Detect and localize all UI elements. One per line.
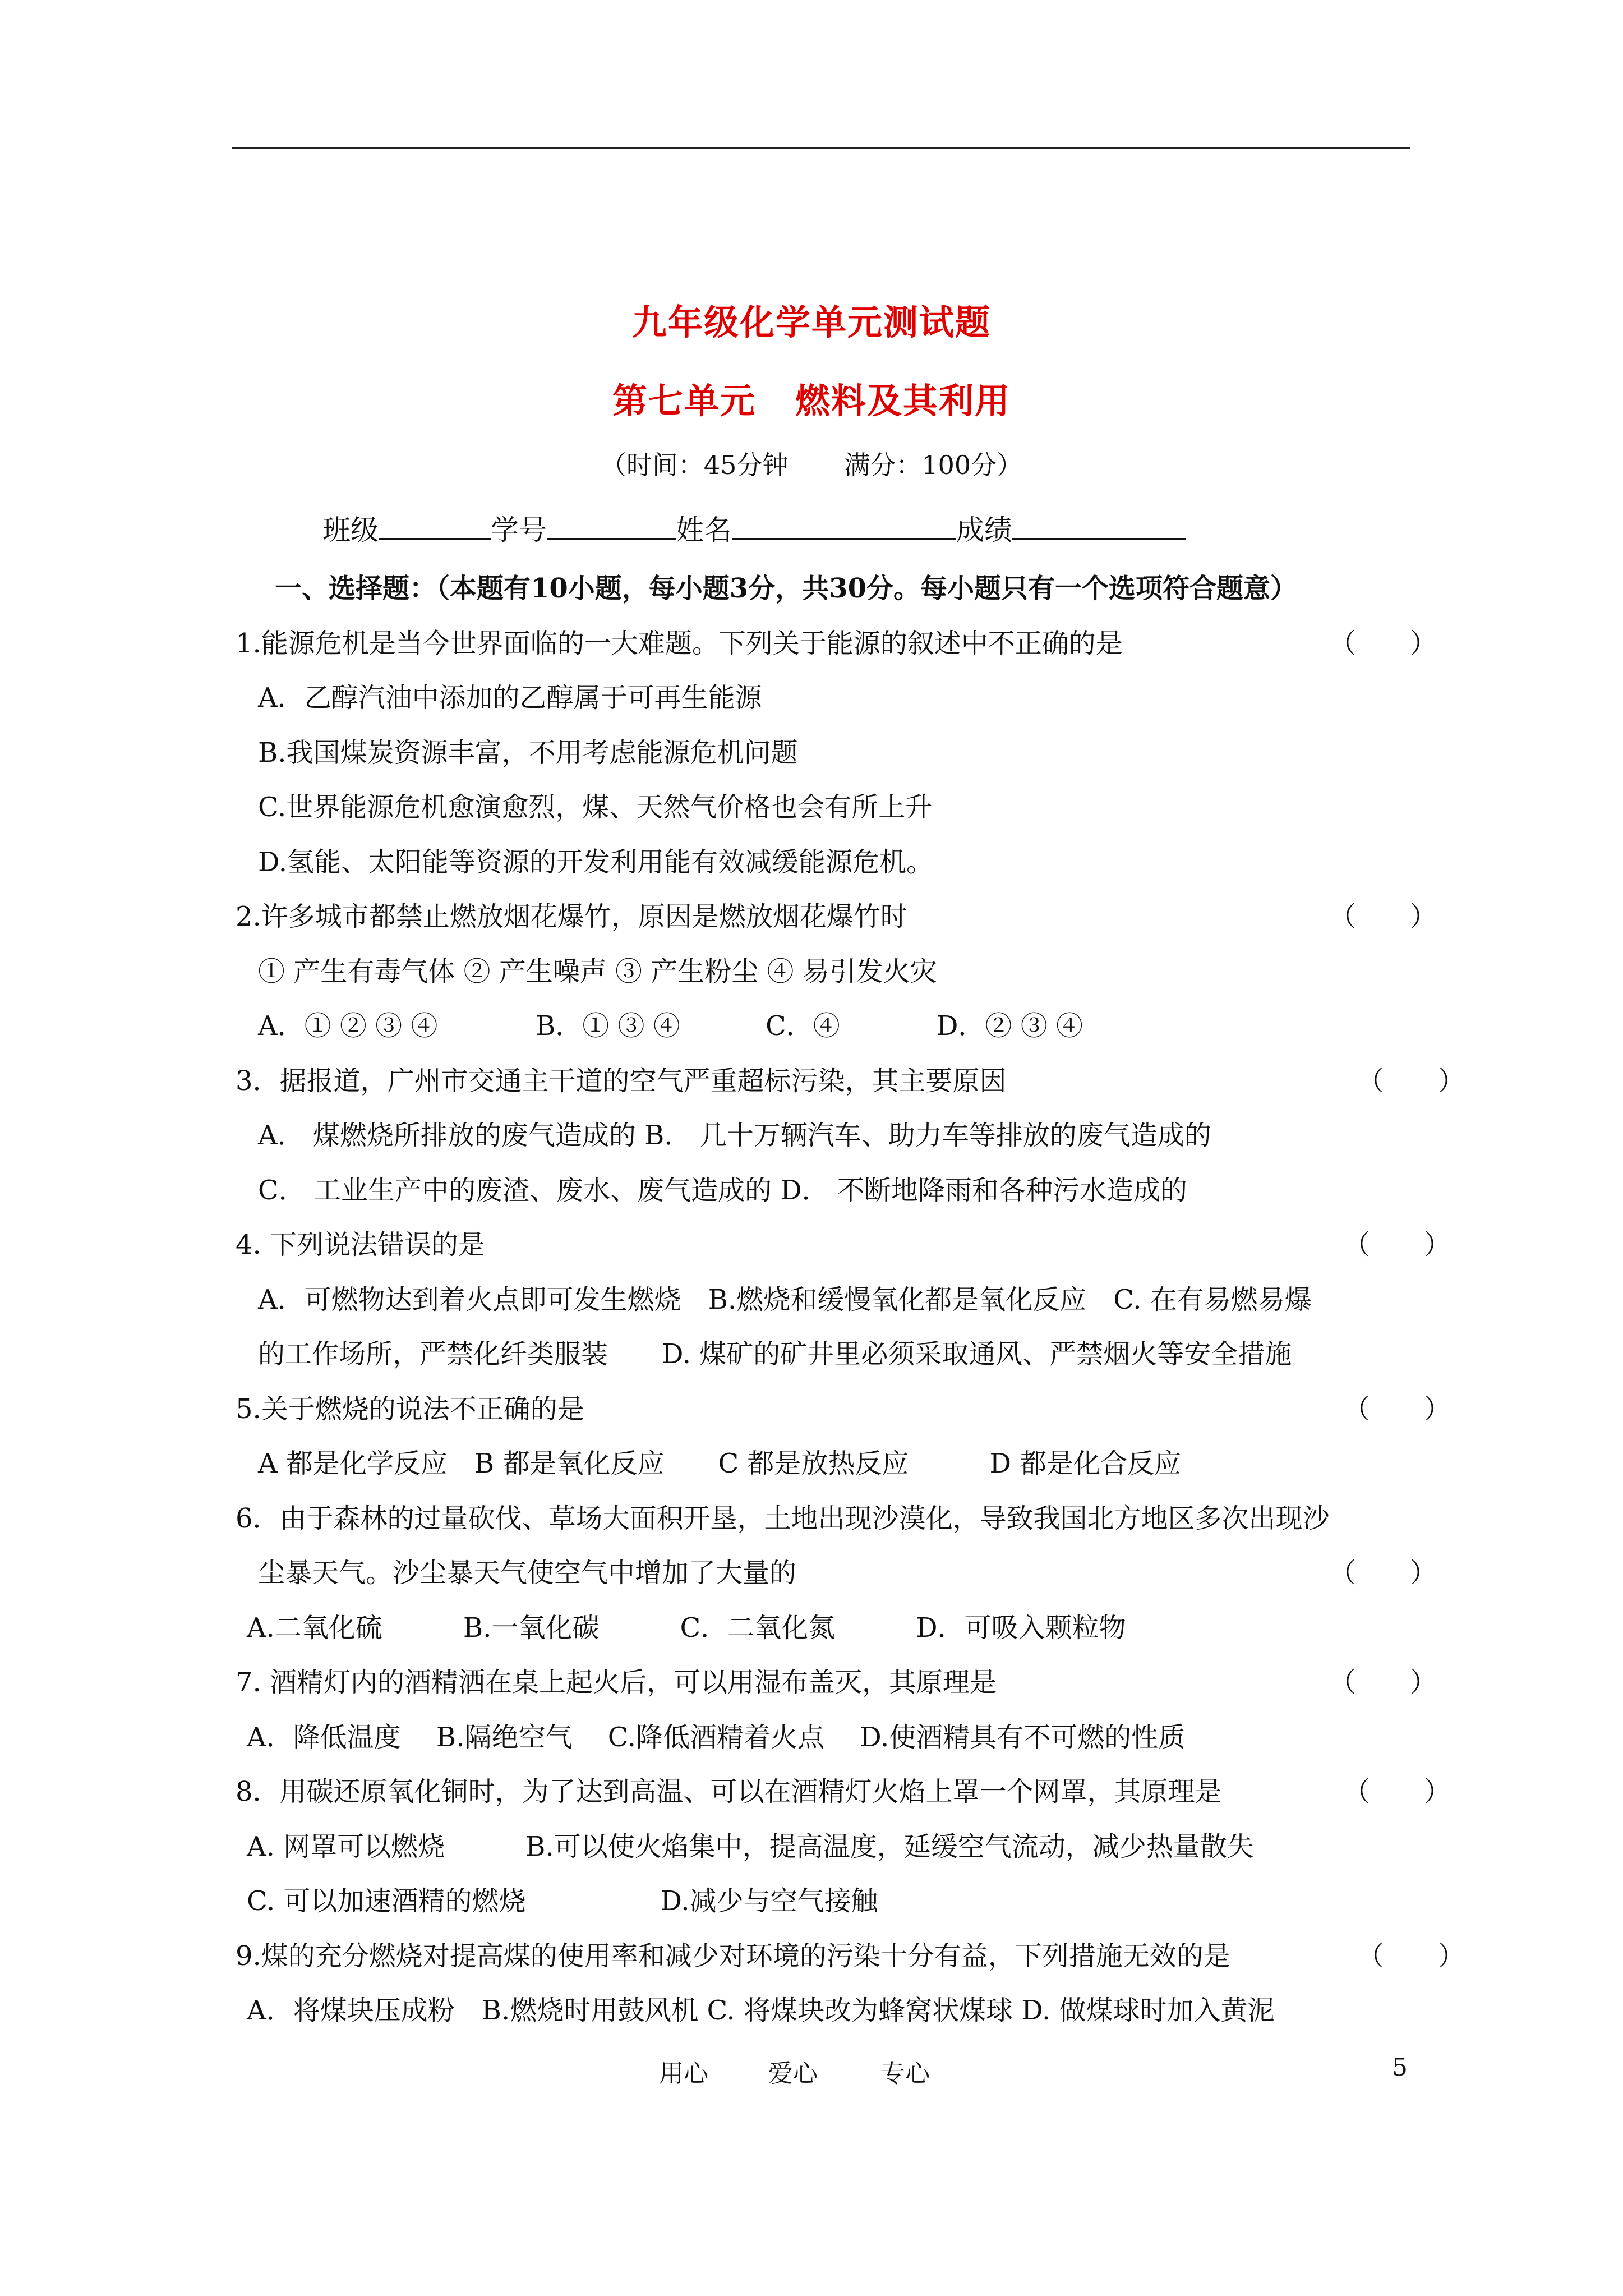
question-1-option-b: B.我国煤炭资源丰富，不用考虑能源危机问题 (258, 737, 798, 769)
question-6-options: A.二氧化硫 B.一氧化碳 C．二氧化氮 D．可吸入颗粒物 (247, 1612, 1126, 1644)
question-5-options: A 都是化学反应 B 都是氧化反应 C 都是放热反应 D 都是化合反应 (258, 1448, 1182, 1479)
exam-meta (0, 445, 1623, 482)
number-label: 学号 (491, 514, 547, 546)
question-7-stem: 7. 酒精灯内的酒精洒在桌上起火后，可以用湿布盖灭，其原理是 (236, 1667, 997, 1698)
question-7-options: A．降低温度 B.隔绝空气 C.降低酒精着火点 D.使酒精具有不可燃的性质 (247, 1722, 1186, 1753)
question-8-options-cd: C. 可以加速酒精的燃烧 D.减少与空气接触 (247, 1885, 878, 1917)
footer-word-3: 专心 (880, 2059, 930, 2088)
score-blank[interactable] (1012, 511, 1186, 540)
name-label: 姓名 (676, 514, 732, 546)
question-9-stem: 9.煤的充分燃烧对提高煤的使用率和减少对环境的污染十分有益，下列措施无效的是 (236, 1940, 1230, 1972)
question-1-stem: 1.能源危机是当今世界面临的一大难题。下列关于能源的叙述中不正确的是 (236, 628, 1123, 659)
name-blank[interactable] (732, 511, 956, 540)
question-6-stem-line2: 尘暴天气。沙尘暴天气使空气中增加了大量的 (258, 1557, 797, 1589)
header-rule (232, 147, 1410, 149)
question-5-stem: 5.关于燃烧的说法不正确的是 (236, 1393, 584, 1425)
class-blank[interactable] (379, 511, 491, 540)
question-8-options-ab: A. 网罩可以燃烧 B.可以使火焰集中，提高温度，延缓空气流动，减少热量散失 (247, 1831, 1254, 1862)
answer-paren: （ ） (1329, 628, 1437, 659)
question-2-stem: 2.许多城市都禁止燃放烟花爆竹，原因是燃放烟花爆竹时 (236, 901, 907, 932)
answer-paren: （ ） (1343, 1229, 1451, 1260)
unit-topic: 燃料及其利用 (795, 380, 1011, 421)
question-1-option-a: A．乙醇汽油中添加的乙醇属于可再生能源 (258, 682, 762, 714)
time-info: （时间：45分钟 (600, 450, 789, 480)
answer-paren: （ ） (1343, 1776, 1451, 1807)
footer-word-1: 用心 (659, 2059, 708, 2088)
question-4-options-line2: 的工作场所，严禁化纤类服装 D. 煤矿的矿井里必须采取通风、严禁烟火等安全措施 (258, 1338, 1292, 1370)
answer-paren: （ ） (1329, 901, 1437, 932)
question-3-options-ab: A． 煤燃烧所排放的废气造成的 B． 几十万辆汽车、助力车等排放的废气造成的 (258, 1120, 1211, 1151)
number-blank[interactable] (547, 511, 676, 540)
answer-paren: （ ） (1357, 1940, 1465, 1972)
question-1-option-c: C.世界能源危机愈演愈烈，煤、天然气价格也会有所上升 (258, 792, 933, 823)
question-2-option-b: B．① ③ ④ (536, 1010, 680, 1042)
section-heading: 一、选择题：（本题有10小题，每小题3分，共30分。每小题只有一个选项符合题意） (275, 573, 1297, 604)
question-2-option-d: D．② ③ ④ (937, 1010, 1083, 1042)
question-2-option-c: C．④ (766, 1010, 840, 1042)
score-label: 成绩 (956, 514, 1012, 546)
question-6-stem-line1: 6．由于森林的过量砍伐、草场大面积开垦，土地出现沙漠化，导致我国北方地区多次出现沙 (236, 1503, 1330, 1534)
page-title: 九年级化学单元测试题 (631, 302, 991, 343)
answer-paren: （ ） (1329, 1667, 1437, 1698)
student-info-line (322, 508, 1186, 548)
question-1-option-d: D.氢能、太阳能等资源的开发利用能有效减缓能源危机。 (258, 846, 934, 878)
question-2-option-a: A．① ② ③ ④ (258, 1010, 438, 1042)
answer-paren: （ ） (1329, 1557, 1437, 1589)
question-3-options-cd: C． 工业生产中的废渣、废水、废气造成的 D． 不断地降雨和各种污水造成的 (258, 1175, 1187, 1206)
question-4-options-line1: A．可燃物达到着火点即可发生燃烧 B.燃烧和缓慢氧化都是氧化反应 C. 在有易燃易爆 (258, 1284, 1312, 1315)
answer-paren: （ ） (1343, 1393, 1451, 1425)
score-info: 满分：100分） (844, 450, 1023, 480)
question-2-items: ① 产生有毒气体 ② 产生噪声 ③ 产生粉尘 ④ 易引发火灾 (258, 956, 937, 987)
page-number: 5 (1392, 2053, 1408, 2082)
question-8-stem: 8．用碳还原氧化铜时，为了达到高温、可以在酒精灯火焰上罩一个网罩，其原理是 (236, 1776, 1222, 1807)
unit-number: 第七单元 (612, 380, 756, 421)
answer-paren: （ ） (1357, 1065, 1465, 1097)
question-4-stem: 4. 下列说法错误的是 (236, 1229, 486, 1260)
question-9-options: A．将煤块压成粉 B.燃烧时用鼓风机 C. 将煤块改为蜂窝状煤球 D. 做煤球时加入黄泥 (247, 1995, 1275, 2026)
question-3-stem: 3．据报道，广州市交通主干道的空气严重超标污染，其主要原因 (236, 1065, 1007, 1097)
class-label: 班级 (322, 514, 379, 546)
unit-title (0, 373, 1623, 423)
footer-word-2: 爱心 (768, 2059, 818, 2088)
